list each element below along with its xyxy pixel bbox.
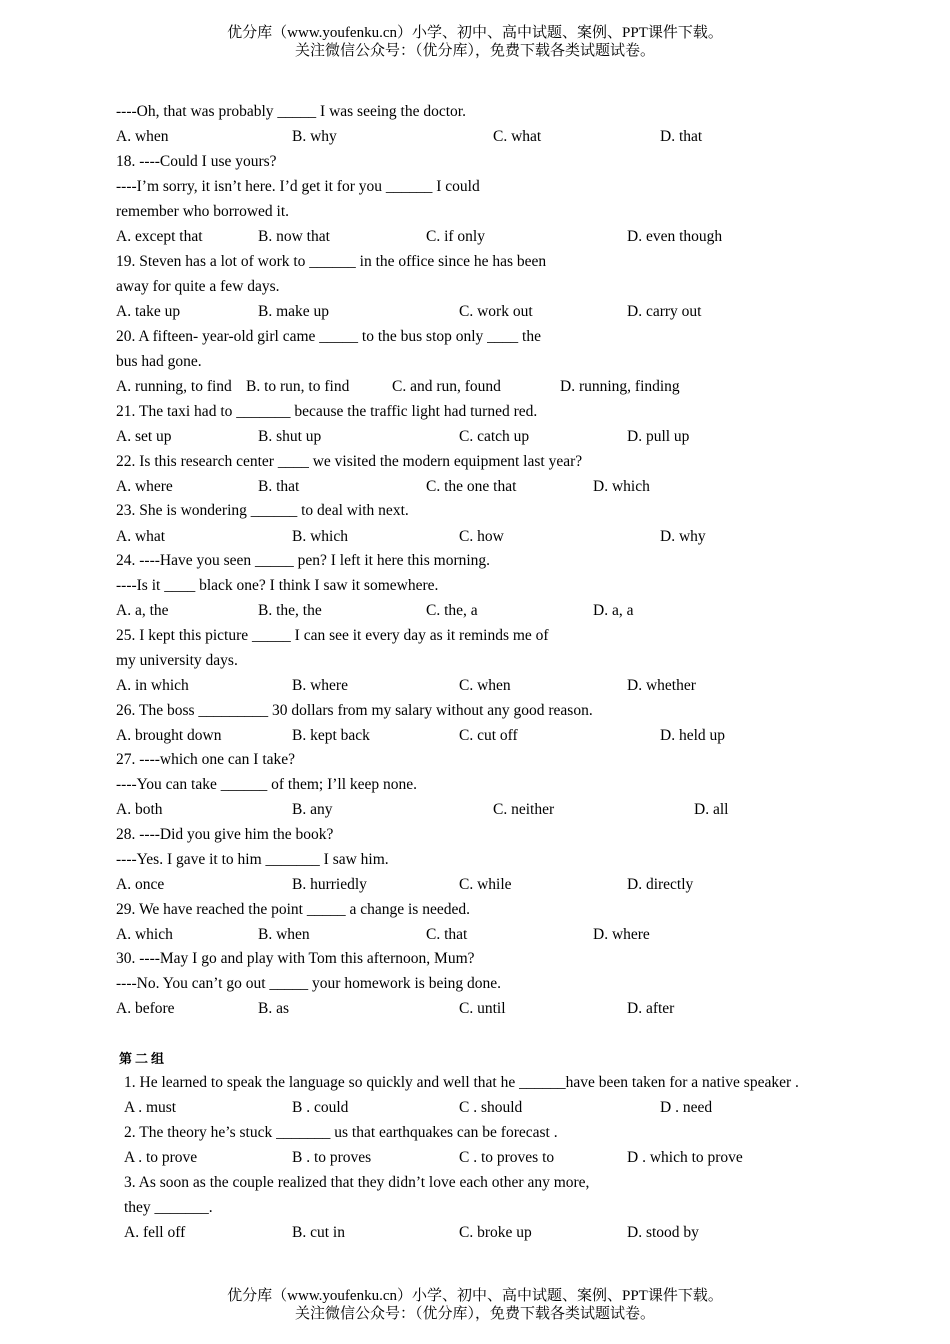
option-a: A. running, to find bbox=[116, 378, 232, 395]
option-c: C. cut off bbox=[459, 727, 518, 744]
option-c: C. neither bbox=[493, 801, 555, 818]
page-header-line1: 优分库（www.youfenku.cn）小学、初中、高中试题、案例、PPT课件下载。 bbox=[227, 25, 723, 41]
option-d: D. held up bbox=[660, 727, 726, 744]
option-b: B. the, the bbox=[258, 602, 322, 619]
option-b: B. when bbox=[258, 926, 310, 943]
question-text: 28. ----Did you give him the book? bbox=[116, 826, 334, 843]
option-a: A. where bbox=[116, 478, 173, 495]
section-title: 第二组 bbox=[119, 1052, 168, 1067]
option-a: A. both bbox=[116, 801, 163, 818]
option-d: D. running, finding bbox=[560, 378, 680, 395]
option-a: A. set up bbox=[116, 428, 172, 445]
option-d: D. all bbox=[694, 801, 729, 818]
option-a: A. brought down bbox=[116, 727, 222, 744]
option-b: B . to proves bbox=[292, 1149, 372, 1166]
option-d: D. even though bbox=[627, 228, 723, 245]
option-d: D. whether bbox=[627, 677, 696, 694]
option-c: C. how bbox=[459, 528, 504, 545]
option-d: D. a, a bbox=[593, 602, 634, 619]
option-d: D. carry out bbox=[627, 303, 702, 320]
option-a: A. take up bbox=[116, 303, 181, 320]
option-a: A. a, the bbox=[116, 602, 169, 619]
option-a: A. except that bbox=[116, 228, 203, 245]
option-d: D. that bbox=[660, 128, 703, 145]
option-d: D. directly bbox=[627, 876, 694, 893]
question-text: ----Is it ____ black one? I think I saw it somewhere. bbox=[116, 577, 439, 594]
option-a: A. in which bbox=[116, 677, 189, 694]
question-text: 25. I kept this picture _____ I can see it every day as it reminds me of bbox=[116, 627, 549, 644]
option-d: D. which bbox=[593, 478, 650, 495]
option-c: C. and run, found bbox=[392, 378, 501, 395]
option-d: D . need bbox=[660, 1099, 713, 1116]
option-c: C. the, a bbox=[426, 602, 478, 619]
question-text: they _______. bbox=[124, 1199, 213, 1216]
question-text: 30. ----May I go and play with Tom this afternoon, Mum? bbox=[116, 950, 475, 967]
option-c: C. what bbox=[493, 128, 542, 145]
page-footer-line2: 关注微信公众号：（优分库），免费下载各类试题试卷。 bbox=[294, 1306, 655, 1322]
option-c: C. if only bbox=[426, 228, 485, 245]
option-c: C. catch up bbox=[459, 428, 530, 445]
question-text: my university days. bbox=[116, 652, 238, 669]
option-b: B. why bbox=[292, 128, 337, 145]
option-b: B. which bbox=[292, 528, 348, 545]
question-text: ----Oh, that was probably _____ I was seeing the doctor. bbox=[116, 103, 466, 120]
question-text: 26. The boss _________ 30 dollars from my salary without any good reason. bbox=[116, 702, 593, 719]
question-text: bus had gone. bbox=[116, 353, 202, 370]
option-a: A. fell off bbox=[124, 1224, 186, 1241]
option-c: C. work out bbox=[459, 303, 533, 320]
question-text: 21. The taxi had to _______ because the traffic light had turned red. bbox=[116, 403, 538, 420]
question-text: remember who borrowed it. bbox=[116, 203, 290, 220]
option-d: D. after bbox=[627, 1000, 675, 1017]
option-a: A. before bbox=[116, 1000, 175, 1017]
page-header-line2: 关注微信公众号：（优分库），免费下载各类试题试卷。 bbox=[294, 43, 655, 59]
question-text: ----Yes. I gave it to him _______ I saw him. bbox=[116, 851, 389, 868]
option-a: A. what bbox=[116, 528, 166, 545]
option-a: A. once bbox=[116, 876, 165, 893]
option-c: C. until bbox=[459, 1000, 506, 1017]
question-text: away for quite a few days. bbox=[116, 278, 280, 295]
option-a: A . must bbox=[124, 1099, 177, 1116]
question-text: 19. Steven has a lot of work to ______ in the office since he has been bbox=[116, 253, 547, 270]
option-b: B. make up bbox=[258, 303, 330, 320]
option-b: B. shut up bbox=[258, 428, 322, 445]
option-d: D. where bbox=[593, 926, 650, 943]
question-text: 29. We have reached the point _____ a change is needed. bbox=[116, 901, 470, 918]
option-c: C. while bbox=[459, 876, 512, 893]
option-c: C. broke up bbox=[459, 1224, 532, 1241]
option-a: A. when bbox=[116, 128, 169, 145]
question-text: 18. ----Could I use yours? bbox=[116, 153, 277, 170]
question-text: 22. Is this research center ____ we visited the modern equipment last year? bbox=[116, 453, 583, 470]
option-b: B. any bbox=[292, 801, 333, 818]
question-text: ----No. You can’t go out _____ your homework is being done. bbox=[116, 975, 502, 992]
option-b: B. to run, to find bbox=[246, 378, 350, 395]
option-b: B . could bbox=[292, 1099, 349, 1116]
question-text: 2. The theory he’s stuck _______ us that earthquakes can be forecast . bbox=[124, 1124, 558, 1141]
option-d: D. stood by bbox=[627, 1224, 699, 1241]
question-text: 24. ----Have you seen _____ pen? I left it here this morning. bbox=[116, 552, 491, 569]
option-c: C. that bbox=[426, 926, 468, 943]
option-b: B. that bbox=[258, 478, 300, 495]
question-text: ----I’m sorry, it isn’t here. I’d get it for you ______ I could bbox=[116, 178, 480, 195]
option-b: B. now that bbox=[258, 228, 330, 245]
option-b: B. as bbox=[258, 1000, 289, 1017]
question-text: 23. She is wondering ______ to deal with next. bbox=[116, 502, 409, 519]
question-text: 27. ----which one can I take? bbox=[116, 751, 296, 768]
option-c: C. the one that bbox=[426, 478, 517, 495]
option-c: C . should bbox=[459, 1099, 523, 1116]
option-d: D . which to prove bbox=[627, 1149, 743, 1166]
question-text: 20. A fifteen- year-old girl came _____ to the bus stop only ____ the bbox=[116, 328, 541, 345]
option-a: A. which bbox=[116, 926, 173, 943]
option-d: D. pull up bbox=[627, 428, 690, 445]
option-b: B. kept back bbox=[292, 727, 370, 744]
option-c: C. when bbox=[459, 677, 511, 694]
option-b: B. cut in bbox=[292, 1224, 345, 1241]
question-text: 1. He learned to speak the language so quickly and well that he ______have been taken for a native speaker . bbox=[124, 1074, 799, 1091]
option-c: C . to proves to bbox=[459, 1149, 555, 1166]
question-text: ----You can take ______ of them; I’ll keep none. bbox=[116, 776, 418, 793]
option-a: A . to prove bbox=[124, 1149, 198, 1166]
option-b: B. where bbox=[292, 677, 348, 694]
option-b: B. hurriedly bbox=[292, 876, 367, 893]
option-d: D. why bbox=[660, 528, 706, 545]
question-text: 3. As soon as the couple realized that they didn’t love each other any more, bbox=[124, 1174, 590, 1191]
page-footer-line1: 优分库（www.youfenku.cn）小学、初中、高中试题、案例、PPT课件下载。 bbox=[227, 1288, 723, 1304]
